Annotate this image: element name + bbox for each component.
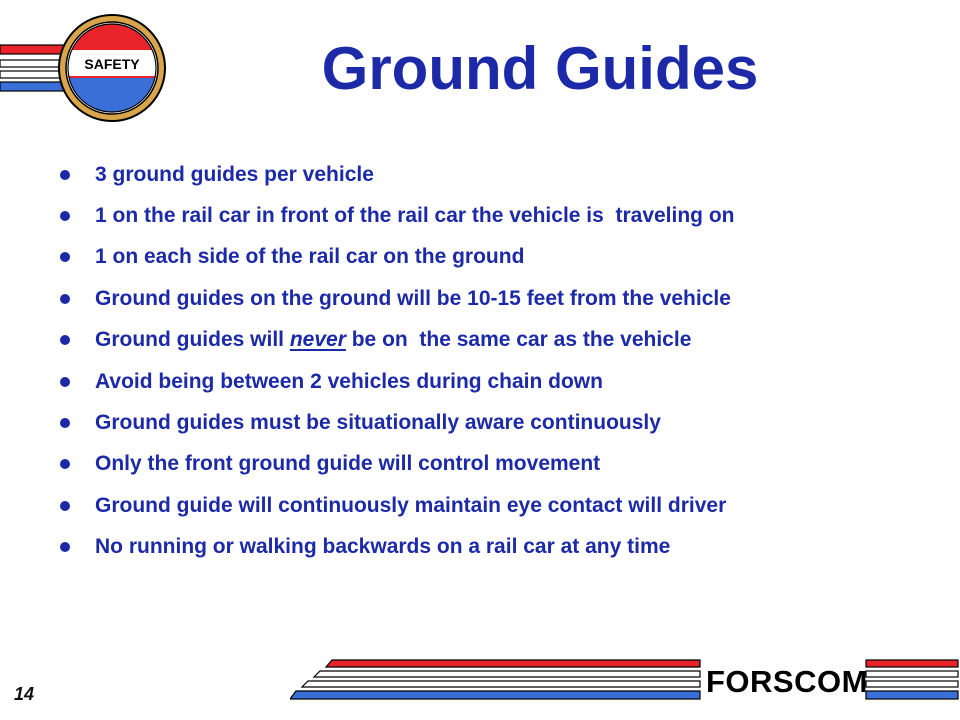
bullet-text: 1 on each side of the rail car on the ground: [95, 245, 525, 269]
list-item: [58, 361, 938, 402]
bullet-list: [58, 154, 938, 568]
bullet-text: 3 ground guides per vehicle: [95, 162, 374, 186]
page-title: Ground Guides: [321, 35, 759, 102]
bullet-dot: [60, 501, 70, 511]
bullet-dot: [60, 335, 70, 345]
list-item: [58, 237, 938, 278]
bullet-text: [95, 328, 691, 352]
list-item: [58, 402, 938, 443]
bullet-dot: [60, 294, 70, 304]
bullet-dot: [60, 170, 70, 180]
safety-logo: [0, 8, 180, 124]
list-item: [58, 195, 938, 236]
bullet-dot: [60, 418, 70, 428]
bullet-dot: [60, 542, 70, 552]
page-number: 14: [14, 684, 35, 704]
list-item: [58, 485, 938, 526]
bullet-text-before: Ground guides will: [95, 328, 290, 352]
bullet-text: Only the front ground guide will control movement: [95, 452, 601, 476]
logo-label: SAFETY: [84, 56, 140, 72]
bullet-text: 1 on the rail car in front of the rail car the vehicle is traveling on: [95, 204, 735, 228]
bullet-dot: [60, 211, 70, 221]
bullet-dot: [60, 459, 70, 469]
bullet-text: Avoid being between 2 vehicles during chain down: [95, 369, 603, 393]
forscom-logo-text: FORSCOM: [706, 664, 868, 699]
list-item: [58, 527, 938, 568]
list-item: [58, 154, 938, 195]
bullet-dot: [60, 252, 70, 262]
bullet-dot: [60, 377, 70, 387]
list-item: [58, 278, 938, 319]
list-item: [58, 444, 938, 485]
bullet-text: Ground guide will continuously maintain eye contact will driver: [95, 493, 727, 517]
bullet-text: Ground guides must be situationally aware continuously: [95, 411, 661, 435]
bullet-text-emphasis: never: [289, 328, 346, 352]
list-item: [58, 320, 938, 361]
bullet-text: Ground guides on the ground will be 10-15 feet from the vehicle: [95, 286, 731, 310]
bullet-text-after: be on the same car as the vehicle: [345, 328, 692, 352]
bullet-text: No running or walking backwards on a rail car at any time: [95, 535, 671, 559]
